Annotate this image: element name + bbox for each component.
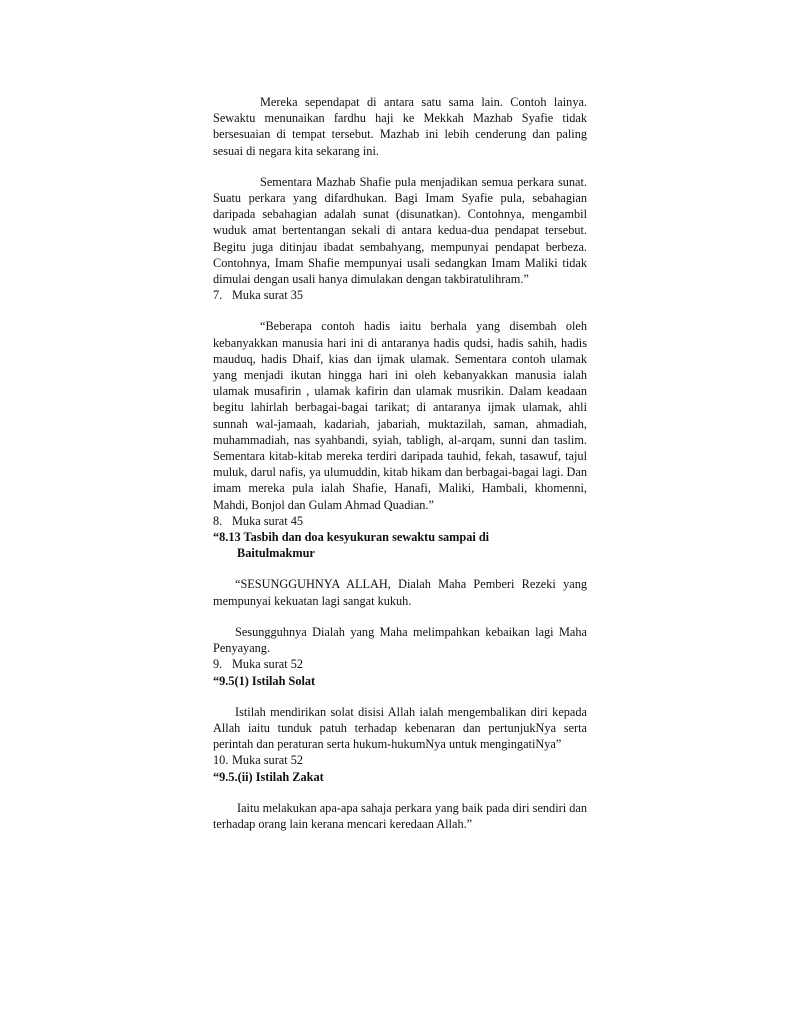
list-item-7 — [213, 287, 587, 303]
list-item-label: Muka surat 35 — [232, 288, 304, 303]
paragraph-maha-penyayang: Sesungguhnya Dialah yang Maha melimpahkan kebaikan lagi Maha Penyayang. — [213, 624, 587, 656]
list-item-label: Muka surat 45 — [232, 513, 304, 528]
paragraph-hadis-examples: “Beberapa contoh hadis iaitu berhala yang disembah oleh kebanyakkan manusia hari ini di antaranya hadis qudsi, hadis sahih, hadis mauduq, hadis Dhaif, kias dan ijmak ulamak. Sementara contoh ulamak yang menjadi ikutan hingga hari ini oleh kebanyakkan manusia ialah ulamak musafirin , ulamak kafirin dan ulamak musrikin. Dalam keadaan begitu lahirlah berbagai-bagai tarikat; di antaranya ijmak ulamak, ahli sunnah wal-jamaah, kadariah, jabariah, muktazilah, saman, ahmadiah, muhammadiah, nas syahbandi, syiah, tabligh, al-arqam, sunni dan taslim. Sementara kitab-kitab mereka terdiri daripada tauhid, fekah, tasawuf, tajul muluk, darul nafis, ya ulumuddin, kitab hikam dan berbagai-bagai lagi. Dan imam mereka pula ialah Shafie, Hanafi, Maliki, Hambali, khomenni, Mahdi, Bonjol dan Gulam Ahmad Quadian.” — [213, 319, 587, 512]
section-heading-tasbih — [213, 529, 587, 561]
list-item-number: 7. — [213, 288, 223, 303]
list-item-8 — [213, 513, 587, 529]
paragraph-istilah-zakat: Iaitu melakukan apa-apa sahaja perkara yang baik pada diri sendiri dan terhadap orang lain kerana mencari keredaan Allah.” — [213, 800, 587, 831]
list-item-number: 10. — [213, 753, 229, 768]
section-heading-solat: “9.5(1) Istilah Solat — [213, 673, 316, 688]
paragraph-mazhab-agreement: Mereka sependapat di antara satu sama lain. Contoh lainya. Sewaktu menunaikan fardhu haji ke Mekkah Mazhab Syafie tidak bersesuaian di tempat tersebut. Mazhab ini lebih cenderung dan paling sesuai di negara kita sekarang ini. — [213, 95, 587, 158]
list-item-label: Muka surat 52 — [232, 657, 304, 672]
paragraph-sesungguhnya-allah: “SESUNGGUHNYA ALLAH, Dialah Maha Pemberi Rezeki yang mempunyai kekuatan lagi sangat kukuh. — [213, 577, 587, 608]
heading-line-1: “8.13 Tasbih dan doa kesyukuran sewaktu sampai di — [213, 530, 490, 545]
paragraph-istilah-solat: Istilah mendirikan solat disisi Allah ialah mengembalikan diri kepada Allah iaitu tunduk patuh terhadap kebenaran dan pertunjukNya serta perintah dan peraturan serta hukum-hukumNya untuk mengingatiNya” — [213, 704, 587, 752]
list-item-number: 9. — [213, 657, 223, 672]
list-item-10 — [213, 752, 587, 768]
section-heading-zakat: “9.5.(ii) Istilah Zakat — [213, 769, 324, 784]
heading-line-2: Baitulmakmur — [237, 546, 315, 561]
list-item-label: Muka surat 52 — [232, 753, 304, 768]
paragraph-mazhab-shafie: Sementara Mazhab Shafie pula menjadikan semua perkara sunat. Suatu perkara yang difardhukan. Bagi Imam Syafie pula, sebahagian daripada sebahagian adalah sunat (disunatkan). Contohnya, mengambil wuduk amat bertentangan sekali di antara kedua-dua pendapat tersebut. Begitu juga ditinjau ibadat sembahyang, mempunyai pendapat berbeza. Contohnya, Imam Shafie mempunyai usali sedangkan Imam Maliki tidak dimulai dengan usali hanya dimulakan dengan takbiratulihram.” — [213, 174, 587, 287]
document-page — [213, 94, 587, 832]
list-item-number: 8. — [213, 513, 223, 528]
list-item-9 — [213, 656, 587, 672]
